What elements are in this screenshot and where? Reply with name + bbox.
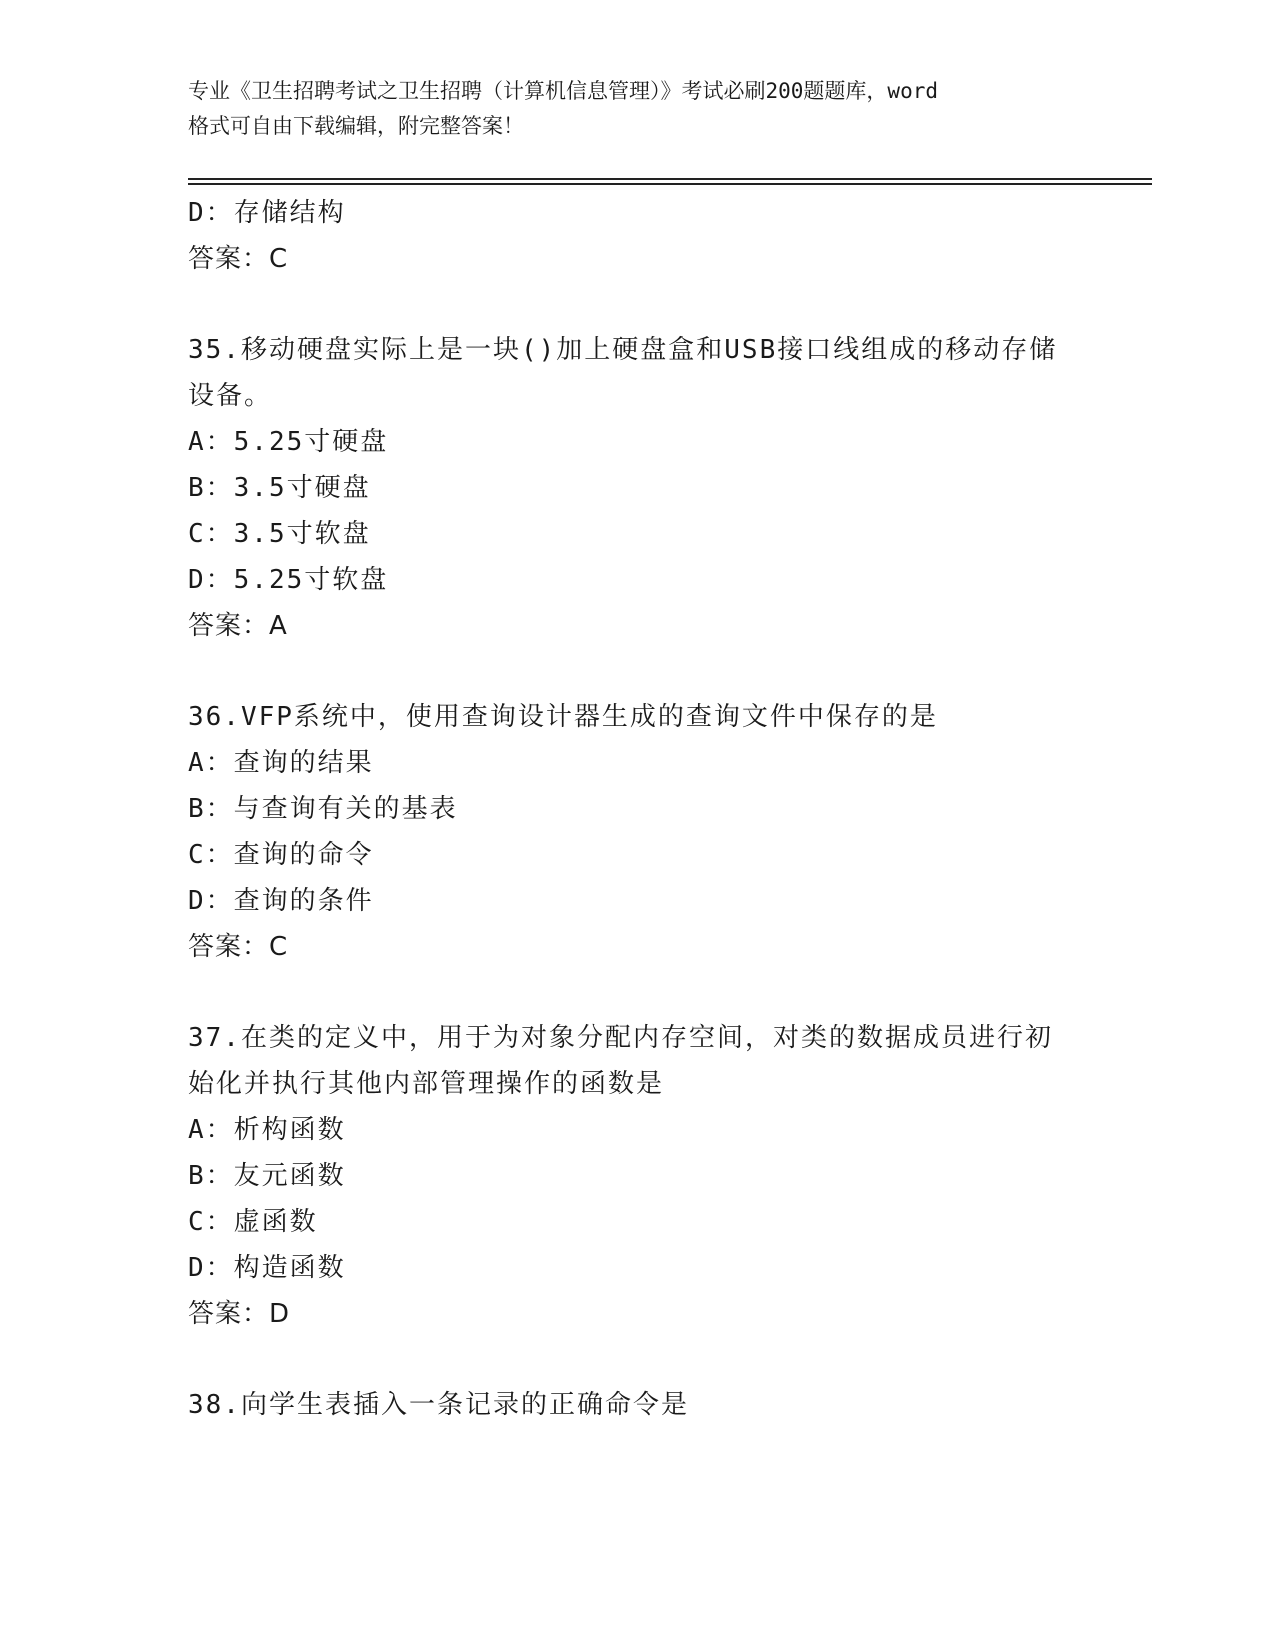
question-stem: 36.VFP系统中，使用查询设计器生成的查询文件中保存的是	[188, 702, 938, 732]
document-header	[188, 74, 1088, 144]
option-b: B：与查询有关的基表	[188, 794, 458, 824]
option-c: C：虚函数	[188, 1207, 318, 1237]
header-line-1: 专业《卫生招聘考试之卫生招聘（计算机信息管理）》考试必刷200题题库，word	[188, 79, 938, 103]
option-c: C：查询的命令	[188, 840, 374, 870]
question-36	[188, 694, 1088, 970]
question-list	[188, 190, 1088, 1428]
option-d: D：构造函数	[188, 1253, 346, 1283]
option-b: B：3.5寸硬盘	[188, 473, 371, 503]
question-37	[188, 1015, 1088, 1337]
option-b: B：友元函数	[188, 1161, 346, 1191]
question-38	[188, 1382, 1088, 1428]
question-stem: 始化并执行其他内部管理操作的函数是	[188, 1069, 665, 1099]
option-a: A：查询的结果	[188, 748, 374, 778]
option-d: D：5.25寸软盘	[188, 565, 389, 595]
option-d: D：查询的条件	[188, 886, 374, 916]
question-stem: 37.在类的定义中，用于为对象分配内存空间，对类的数据成员进行初	[188, 1023, 1053, 1053]
question-stem: 38.向学生表插入一条记录的正确命令是	[188, 1390, 689, 1420]
answer-text: 答案：D	[188, 1299, 291, 1329]
option-d: D：存储结构	[188, 198, 346, 228]
option-a: A：5.25寸硬盘	[188, 427, 389, 457]
header-rule-top	[188, 178, 1152, 180]
answer-text: 答案：C	[188, 244, 289, 274]
question-stem: 设备。	[188, 381, 273, 411]
question-35	[188, 327, 1088, 649]
answer-text: 答案：A	[188, 611, 288, 641]
answer-text: 答案：C	[188, 932, 289, 962]
option-a: A：析构函数	[188, 1115, 346, 1145]
question-stem: 35.移动硬盘实际上是一块()加上硬盘盒和USB接口线组成的移动存储	[188, 335, 1058, 365]
option-c: C：3.5寸软盘	[188, 519, 371, 549]
header-line-2: 格式可自由下载编辑，附完整答案！	[188, 114, 524, 138]
header-rule-bottom	[188, 183, 1152, 185]
